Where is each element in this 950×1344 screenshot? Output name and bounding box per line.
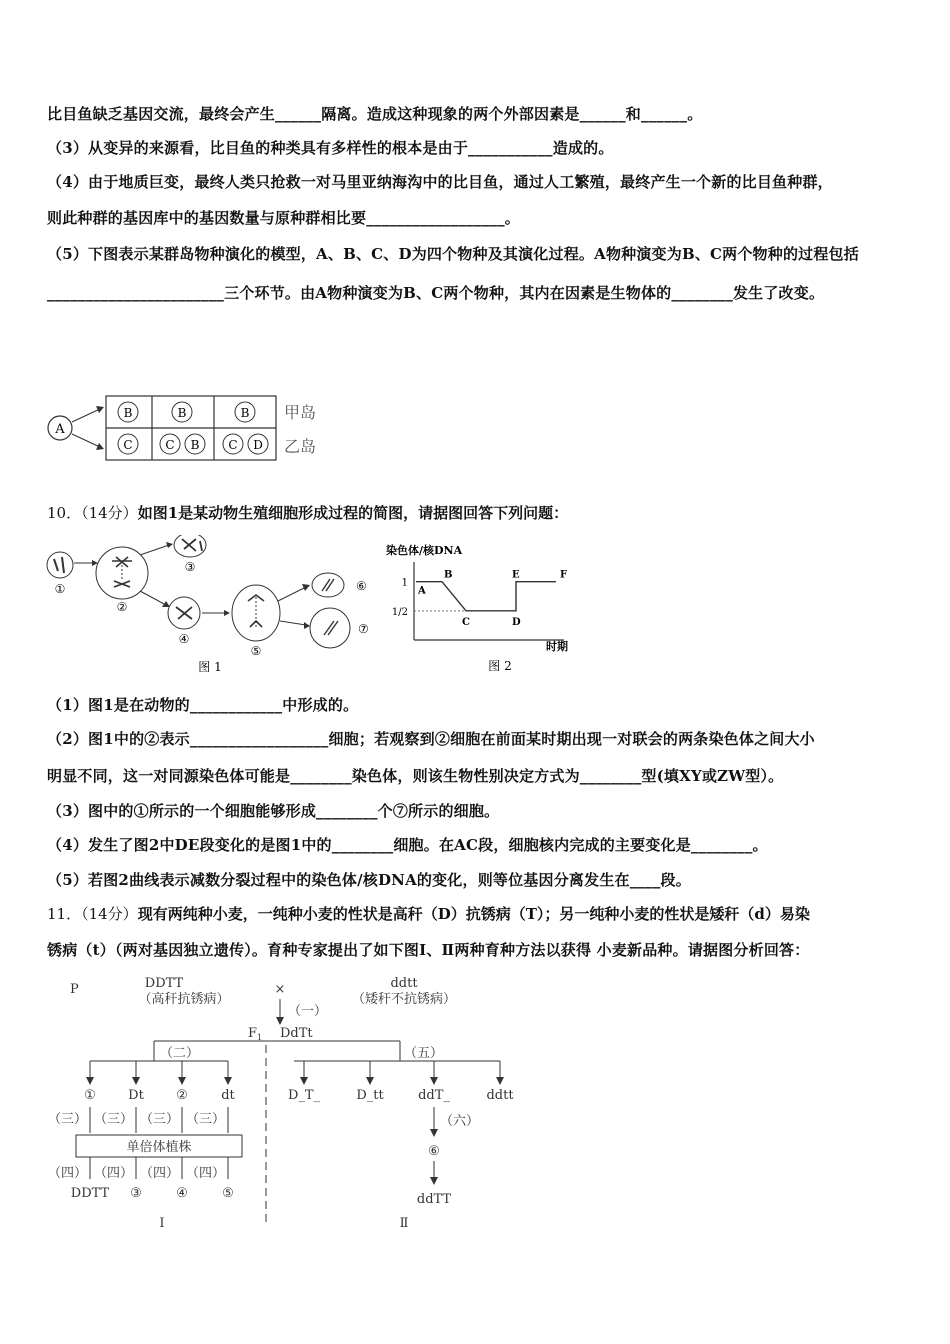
step3-label-2: （三）: [94, 1112, 134, 1127]
jia-cell1-label: B: [123, 406, 133, 420]
q9-sub5-a: （5）下图表示某群岛物种演化的模型，A、B、C、D为四个物种及其演化过程。A物种演变为B、C两个物种的过程包括: [47, 245, 859, 263]
figure-2-caption: 图 2: [488, 659, 512, 673]
jia-cell2-label: B: [177, 406, 187, 420]
q10-score: （14分）: [81, 504, 138, 522]
offspring-II-1: D_T_: [287, 1088, 321, 1103]
gamete-2: Dt: [128, 1088, 144, 1103]
arrowhead-I-4: [224, 1077, 232, 1085]
q11-header: [47, 903, 810, 924]
arrowhead-4-5: [224, 610, 230, 616]
arrow-5-6: [278, 587, 306, 601]
cell-1: [47, 552, 73, 578]
result-I-3: ④: [176, 1186, 188, 1201]
arrow-2-4: [140, 591, 166, 605]
arrowhead-jia: [96, 406, 104, 413]
cell-4-label: ④: [178, 632, 190, 646]
cell-2-label: ②: [116, 600, 128, 614]
label-yi-island: 乙岛: [284, 437, 317, 456]
cell-7: [310, 608, 350, 648]
q10-sub2-b: 明显不同，这一对同源染色体可能是________染色体，则该生物性别决定方式为________型(填XY或ZW型）。: [47, 767, 784, 785]
cell-7-label: ⑦: [358, 622, 369, 636]
island-evolution-figure: [44, 390, 344, 470]
branch-II-arrows: [300, 1061, 504, 1085]
chart-point-B: B: [444, 569, 453, 581]
q10-sub2-a: （2）图1中的②表示__________________细胞；若观察到②细胞在前面某时期出现一对联会的两条染色体之间大小: [47, 730, 815, 748]
cell-3-chromosomes: [182, 539, 202, 551]
arrowhead-II-3: [430, 1077, 438, 1085]
arrowhead-yi: [96, 443, 104, 450]
method-I-label: Ⅰ: [159, 1216, 165, 1231]
final-genotype: ddTT: [416, 1192, 452, 1207]
cell-3-label: ③: [184, 560, 196, 574]
method-II-label: Ⅱ: [399, 1216, 409, 1231]
cross-symbol: ×: [274, 982, 286, 997]
arrowhead-I-3: [178, 1077, 186, 1085]
cell-5-label: ⑤: [250, 644, 262, 658]
chart-point-D: D: [512, 616, 521, 628]
parent2-trait: （矮秆不抗锈病）: [351, 992, 457, 1007]
result-I-4: ⑤: [222, 1186, 234, 1201]
gamete-1: ①: [84, 1088, 96, 1103]
chart-xlabel: 时期: [546, 640, 568, 653]
arrowhead-II-2: [366, 1077, 374, 1085]
result-I-1: DDTT: [70, 1186, 110, 1201]
parent2-genotype: ddtt: [390, 976, 418, 991]
p-label: P: [70, 982, 79, 997]
arrow-to-yi: [72, 434, 102, 448]
step3-label-1: （三）: [48, 1112, 88, 1127]
cell-6-label: ⑥: [356, 579, 367, 593]
f1-subscript: 1: [257, 1033, 263, 1042]
branch-I-arrows: [86, 1061, 232, 1085]
yi-cell3-label-c: C: [228, 438, 238, 452]
offspring-II-3: ddT_: [418, 1088, 450, 1103]
arrowhead-I-1: [86, 1077, 94, 1085]
step6-arrowhead: [430, 1129, 438, 1137]
step4-label-2: （四）: [94, 1166, 134, 1181]
f1-label: [248, 1026, 262, 1042]
q11-number: 11．: [47, 905, 82, 923]
final-arrowhead: [430, 1177, 438, 1185]
q10-sub4: （4）发生了图2中DE段变化的是图1中的________细胞。在AC段，细胞核内完成的主要变化是________。: [47, 836, 768, 854]
cell-4-chromosomes: [176, 607, 192, 619]
step2-label: （二）: [160, 1046, 200, 1061]
q9-sub4-a: （4）由于地质巨变，最终人类只抢救一对马里亚纳海沟中的比目鱼，通过人工繁殖，最终产生一个新的比目鱼种群，: [47, 173, 833, 191]
parent1-trait: （高秆抗锈病）: [138, 992, 230, 1007]
yi-cell2-label-c: C: [165, 438, 175, 452]
yi-cell3-label-d: D: [253, 438, 263, 452]
jia-cell3-label: B: [240, 406, 250, 420]
cell-1-chromosomes: [54, 557, 64, 573]
step4-label-4: （四）: [186, 1166, 226, 1181]
gamete-3: ②: [176, 1088, 188, 1103]
arrowhead-II-4: [496, 1077, 504, 1085]
chart-point-A: A: [418, 585, 426, 597]
arrow-to-jia: [72, 408, 102, 422]
q10-header: [47, 502, 568, 523]
arrowhead-5-6: [302, 584, 310, 591]
q10-number: 10．: [47, 504, 82, 522]
f1-letter: F: [248, 1026, 258, 1041]
cell-2-lower-chromosomes: [114, 581, 130, 587]
label-jia-island: 甲岛: [284, 403, 317, 422]
step4-label-1: （四）: [48, 1166, 88, 1181]
arrow-5-7: [280, 621, 306, 625]
offspring-II-2: D_tt: [356, 1088, 384, 1103]
q10-stem: 如图1是某动物生殖细胞形成过程的简图，请据图回答下列问题：: [137, 504, 569, 522]
chart-ytick-half: 1/2: [391, 606, 408, 618]
q11-stem-a: 现有两纯种小麦，一纯种小麦的性状是高秆（D）抗锈病（T）；另一纯种小麦的性状是矮秆（d）易染: [137, 905, 810, 923]
cell-1-label: ①: [54, 582, 66, 596]
breeding-diagram: [44, 965, 524, 1235]
chart-point-F: F: [560, 569, 568, 581]
species-a-label: A: [55, 422, 65, 437]
figure-2-chart: [380, 540, 580, 675]
q9-sub4-b: 则此种群的基因库中的基因数量与原种群相比要__________________。: [47, 209, 521, 227]
q9-line-1: 比目鱼缺乏基因交流，最终会产生______隔离。造成这种现象的两个外部因素是______和______。: [47, 105, 703, 123]
step3-label-3: （三）: [140, 1112, 180, 1127]
step6-label: （六）: [440, 1114, 480, 1129]
step1-label: （一）: [288, 1004, 328, 1019]
step4-label-3: （四）: [140, 1166, 180, 1181]
q9-sub5-b: _______________________三个环节。由A物种演变为B、C两个物种，其内在因素是生物体的________发生了改变。: [47, 284, 825, 302]
chart-point-E: E: [512, 569, 520, 581]
q10-sub3: （3）图中的①所示的一个细胞能够形成________个⑦所示的细胞。: [47, 802, 500, 820]
q11-stem-b: 锈病（t）（两对基因独立遗传）。育种专家提出了如下图Ⅰ、Ⅱ两种育种方法以获得 小麦新品种。请据图分析回答：: [47, 941, 810, 959]
step3-label-4: （三）: [186, 1112, 226, 1127]
chart-ytick-1: 1: [401, 577, 408, 589]
haploid-label: 单倍体植株: [126, 1140, 192, 1155]
cell-6-chromosomes: [322, 579, 334, 591]
arrowhead-II-1: [300, 1077, 308, 1085]
q11-score: （14分）: [81, 905, 138, 923]
chart-point-C: C: [462, 616, 470, 628]
arrowhead-I-2: [132, 1077, 140, 1085]
q10-sub5: （5）若图2曲线表示减数分裂过程中的染色体/核DNA的变化，则等位基因分离发生在____段。: [47, 871, 691, 889]
chart-series-line: [416, 582, 556, 611]
cell-7-chromosomes: [324, 621, 338, 635]
figure-1-cell-division: [44, 535, 384, 675]
six-label: ⑥: [428, 1144, 440, 1159]
yi-cell1-label: C: [123, 438, 133, 452]
step5-label: （五）: [404, 1046, 444, 1061]
figure-1-caption: 图 1: [198, 660, 222, 674]
f1-genotype: DdTt: [280, 1026, 313, 1041]
result-I-2: ③: [130, 1186, 142, 1201]
yi-cell2-label-b: B: [190, 438, 200, 452]
arrow-2-3: [140, 545, 169, 555]
arrowhead-2-3: [166, 542, 173, 548]
q9-sub3: （3）从变异的来源看，比目鱼的种类具有多样性的根本是由于___________造成的。: [47, 139, 614, 157]
step1-arrowhead: [276, 1017, 284, 1025]
cell-6: [312, 573, 344, 597]
offspring-II-4: ddtt: [486, 1088, 514, 1103]
parent1-genotype: DDTT: [144, 976, 184, 991]
gamete-4: dt: [221, 1088, 235, 1103]
chart-ylabel: 染色体/核DNA: [386, 544, 463, 557]
arrowhead-5-7: [304, 622, 310, 629]
q10-sub1: （1）图1是在动物的____________中形成的。: [47, 696, 359, 714]
